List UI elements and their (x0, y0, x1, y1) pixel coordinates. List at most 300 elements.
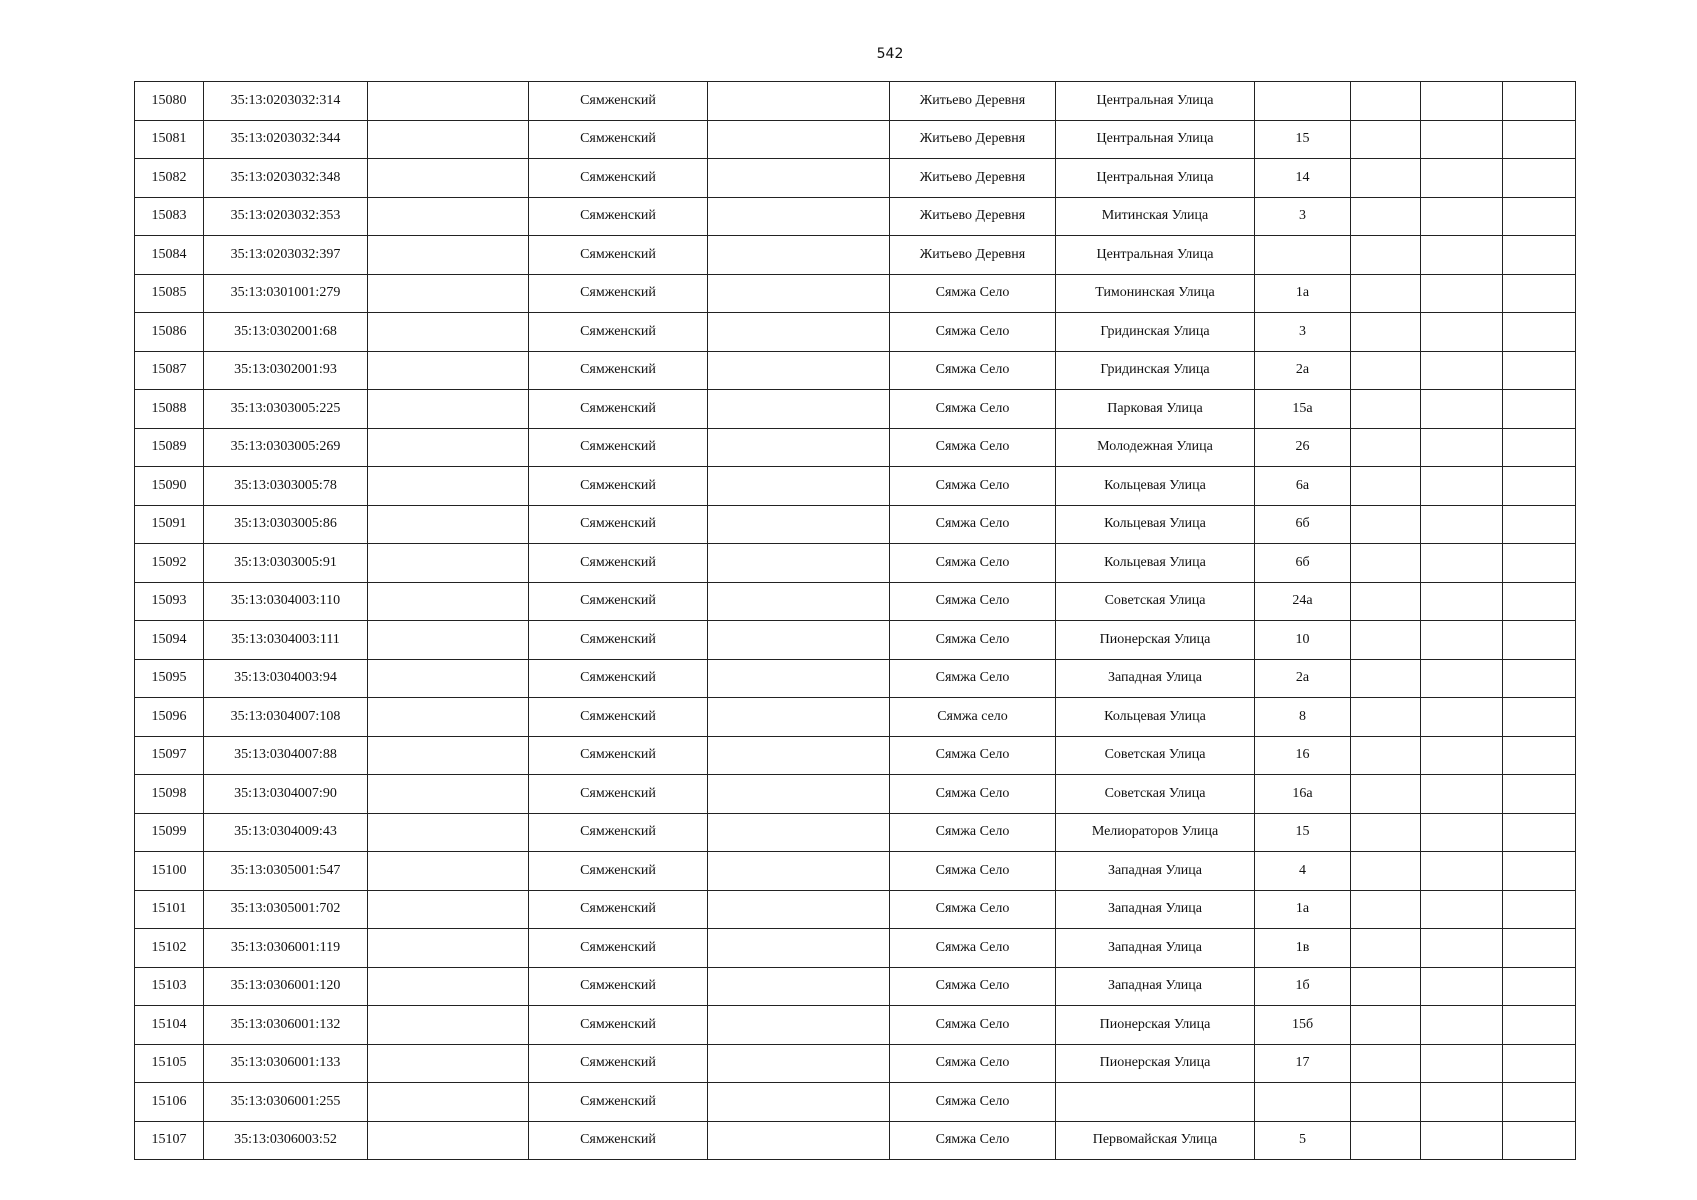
settlement-cell: Сямжа Село (890, 929, 1056, 968)
street-cell: Мелиораторов Улица (1056, 813, 1255, 852)
empty-cell (368, 159, 529, 198)
cadastral-number-cell: 35:13:0304007:108 (204, 698, 368, 737)
table-row (135, 197, 1576, 236)
empty-cell (1421, 659, 1503, 698)
table-row (135, 967, 1576, 1006)
settlement-cell: Сямжа Село (890, 852, 1056, 891)
empty-cell (1421, 274, 1503, 313)
street-cell: Гридинская Улица (1056, 351, 1255, 390)
row-number-cell: 15104 (135, 1006, 204, 1045)
empty-cell (1351, 813, 1421, 852)
row-number-cell: 15082 (135, 159, 204, 198)
empty-cell (1503, 621, 1576, 660)
street-cell: Западная Улица (1056, 967, 1255, 1006)
street-cell: Западная Улица (1056, 852, 1255, 891)
empty-cell (1503, 659, 1576, 698)
empty-cell (1503, 274, 1576, 313)
empty-cell (1351, 428, 1421, 467)
empty-cell (708, 544, 890, 583)
empty-cell (1421, 1006, 1503, 1045)
district-cell: Сямженский (529, 313, 708, 352)
house-cell: 15 (1255, 120, 1351, 159)
house-cell: 24а (1255, 582, 1351, 621)
cadastral-number-cell: 35:13:0304003:94 (204, 659, 368, 698)
row-number-cell: 15107 (135, 1121, 204, 1160)
house-cell (1255, 236, 1351, 275)
settlement-cell: Сямжа Село (890, 1083, 1056, 1122)
settlement-cell: Сямжа Село (890, 390, 1056, 429)
empty-cell (1503, 82, 1576, 121)
empty-cell (1503, 505, 1576, 544)
district-cell: Сямженский (529, 274, 708, 313)
house-cell: 15б (1255, 1006, 1351, 1045)
table-row (135, 582, 1576, 621)
empty-cell (368, 967, 529, 1006)
street-cell: Советская Улица (1056, 736, 1255, 775)
row-number-cell: 15081 (135, 120, 204, 159)
table-row (135, 428, 1576, 467)
empty-cell (368, 197, 529, 236)
house-cell: 2а (1255, 659, 1351, 698)
house-cell: 16 (1255, 736, 1351, 775)
row-number-cell: 15084 (135, 236, 204, 275)
empty-cell (1351, 967, 1421, 1006)
cadastral-number-cell: 35:13:0302001:68 (204, 313, 368, 352)
empty-cell (1421, 313, 1503, 352)
empty-cell (368, 890, 529, 929)
table-row (135, 852, 1576, 891)
street-cell: Пионерская Улица (1056, 1006, 1255, 1045)
street-cell: Центральная Улица (1056, 159, 1255, 198)
house-cell: 2а (1255, 351, 1351, 390)
house-cell (1255, 82, 1351, 121)
empty-cell (708, 1006, 890, 1045)
empty-cell (708, 582, 890, 621)
empty-cell (1503, 467, 1576, 506)
empty-cell (1421, 967, 1503, 1006)
cadastral-number-cell: 35:13:0203032:397 (204, 236, 368, 275)
district-cell: Сямженский (529, 813, 708, 852)
settlement-cell: Житьево Деревня (890, 197, 1056, 236)
empty-cell (1503, 313, 1576, 352)
house-cell: 16а (1255, 775, 1351, 814)
empty-cell (708, 428, 890, 467)
empty-cell (368, 852, 529, 891)
row-number-cell: 15099 (135, 813, 204, 852)
table-row (135, 159, 1576, 198)
settlement-cell: Сямжа Село (890, 659, 1056, 698)
district-cell: Сямженский (529, 505, 708, 544)
settlement-cell: Житьево Деревня (890, 82, 1056, 121)
empty-cell (708, 1083, 890, 1122)
empty-cell (1503, 929, 1576, 968)
empty-cell (368, 467, 529, 506)
district-cell: Сямженский (529, 236, 708, 275)
empty-cell (1503, 582, 1576, 621)
empty-cell (708, 621, 890, 660)
empty-cell (368, 1006, 529, 1045)
empty-cell (708, 813, 890, 852)
cadastral-number-cell: 35:13:0306001:119 (204, 929, 368, 968)
district-cell: Сямженский (529, 736, 708, 775)
empty-cell (1351, 467, 1421, 506)
empty-cell (1421, 698, 1503, 737)
empty-cell (1503, 852, 1576, 891)
empty-cell (368, 82, 529, 121)
house-cell: 6б (1255, 505, 1351, 544)
empty-cell (1421, 467, 1503, 506)
street-cell: Парковая Улица (1056, 390, 1255, 429)
house-cell: 8 (1255, 698, 1351, 737)
settlement-cell: Сямжа Село (890, 1044, 1056, 1083)
empty-cell (368, 1121, 529, 1160)
district-cell: Сямженский (529, 659, 708, 698)
cadastral-number-cell: 35:13:0303005:86 (204, 505, 368, 544)
house-cell: 3 (1255, 313, 1351, 352)
empty-cell (1421, 1044, 1503, 1083)
street-cell: Кольцевая Улица (1056, 505, 1255, 544)
table-row (135, 890, 1576, 929)
table-row (135, 505, 1576, 544)
empty-cell (708, 390, 890, 429)
house-cell: 15 (1255, 813, 1351, 852)
registry-table (134, 81, 1576, 1160)
house-cell: 1а (1255, 890, 1351, 929)
table-row (135, 775, 1576, 814)
empty-cell (708, 236, 890, 275)
settlement-cell: Сямжа Село (890, 582, 1056, 621)
empty-cell (1503, 1121, 1576, 1160)
settlement-cell: Сямжа Село (890, 544, 1056, 583)
empty-cell (1351, 775, 1421, 814)
empty-cell (1421, 390, 1503, 429)
district-cell: Сямженский (529, 775, 708, 814)
district-cell: Сямженский (529, 1044, 708, 1083)
empty-cell (368, 813, 529, 852)
row-number-cell: 15102 (135, 929, 204, 968)
cadastral-number-cell: 35:13:0306001:133 (204, 1044, 368, 1083)
empty-cell (368, 736, 529, 775)
row-number-cell: 15090 (135, 467, 204, 506)
house-cell: 6а (1255, 467, 1351, 506)
empty-cell (1503, 1044, 1576, 1083)
row-number-cell: 15100 (135, 852, 204, 891)
table-row (135, 659, 1576, 698)
row-number-cell: 15085 (135, 274, 204, 313)
empty-cell (1421, 236, 1503, 275)
empty-cell (1421, 159, 1503, 198)
district-cell: Сямженский (529, 351, 708, 390)
district-cell: Сямженский (529, 582, 708, 621)
empty-cell (1421, 929, 1503, 968)
empty-cell (1503, 236, 1576, 275)
empty-cell (368, 428, 529, 467)
empty-cell (1351, 852, 1421, 891)
empty-cell (1503, 775, 1576, 814)
cadastral-number-cell: 35:13:0203032:348 (204, 159, 368, 198)
empty-cell (1503, 967, 1576, 1006)
empty-cell (708, 929, 890, 968)
house-cell: 1а (1255, 274, 1351, 313)
street-cell: Центральная Улица (1056, 236, 1255, 275)
settlement-cell: Сямжа Село (890, 813, 1056, 852)
settlement-cell: Сямжа Село (890, 967, 1056, 1006)
row-number-cell: 15080 (135, 82, 204, 121)
street-cell: Западная Улица (1056, 890, 1255, 929)
row-number-cell: 15086 (135, 313, 204, 352)
cadastral-number-cell: 35:13:0203032:344 (204, 120, 368, 159)
cadastral-number-cell: 35:13:0306001:255 (204, 1083, 368, 1122)
empty-cell (368, 698, 529, 737)
street-cell: Первомайская Улица (1056, 1121, 1255, 1160)
district-cell: Сямженский (529, 929, 708, 968)
row-number-cell: 15094 (135, 621, 204, 660)
settlement-cell: Сямжа Село (890, 1121, 1056, 1160)
empty-cell (1421, 428, 1503, 467)
settlement-cell: Сямжа Село (890, 351, 1056, 390)
street-cell: Советская Улица (1056, 775, 1255, 814)
empty-cell (1503, 698, 1576, 737)
empty-cell (708, 967, 890, 1006)
cadastral-number-cell: 35:13:0304007:88 (204, 736, 368, 775)
row-number-cell: 15105 (135, 1044, 204, 1083)
empty-cell (1503, 390, 1576, 429)
row-number-cell: 15088 (135, 390, 204, 429)
empty-cell (1351, 544, 1421, 583)
cadastral-number-cell: 35:13:0303005:269 (204, 428, 368, 467)
table-row (135, 698, 1576, 737)
settlement-cell: Сямжа Село (890, 736, 1056, 775)
district-cell: Сямженский (529, 544, 708, 583)
settlement-cell: Сямжа Село (890, 428, 1056, 467)
empty-cell (708, 197, 890, 236)
empty-cell (1351, 890, 1421, 929)
empty-cell (1421, 775, 1503, 814)
empty-cell (1351, 621, 1421, 660)
house-cell: 14 (1255, 159, 1351, 198)
empty-cell (1503, 428, 1576, 467)
cadastral-number-cell: 35:13:0304007:90 (204, 775, 368, 814)
house-cell: 10 (1255, 621, 1351, 660)
table-row (135, 929, 1576, 968)
cadastral-number-cell: 35:13:0306001:132 (204, 1006, 368, 1045)
cadastral-number-cell: 35:13:0303005:91 (204, 544, 368, 583)
empty-cell (1351, 659, 1421, 698)
house-cell: 1б (1255, 967, 1351, 1006)
empty-cell (708, 159, 890, 198)
empty-cell (1421, 351, 1503, 390)
cadastral-number-cell: 35:13:0301001:279 (204, 274, 368, 313)
row-number-cell: 15092 (135, 544, 204, 583)
empty-cell (1351, 1006, 1421, 1045)
empty-cell (1503, 120, 1576, 159)
settlement-cell: Сямжа село (890, 698, 1056, 737)
empty-cell (368, 274, 529, 313)
house-cell: 4 (1255, 852, 1351, 891)
empty-cell (1351, 390, 1421, 429)
empty-cell (368, 775, 529, 814)
district-cell: Сямженский (529, 698, 708, 737)
district-cell: Сямженский (529, 467, 708, 506)
row-number-cell: 15087 (135, 351, 204, 390)
house-cell (1255, 1083, 1351, 1122)
table-row (135, 390, 1576, 429)
empty-cell (1503, 1006, 1576, 1045)
street-cell: Западная Улица (1056, 929, 1255, 968)
cadastral-number-cell: 35:13:0303005:78 (204, 467, 368, 506)
empty-cell (1351, 236, 1421, 275)
table-row (135, 274, 1576, 313)
empty-cell (1503, 544, 1576, 583)
row-number-cell: 15096 (135, 698, 204, 737)
empty-cell (1351, 313, 1421, 352)
empty-cell (708, 313, 890, 352)
settlement-cell: Сямжа Село (890, 467, 1056, 506)
district-cell: Сямженский (529, 197, 708, 236)
empty-cell (368, 659, 529, 698)
row-number-cell: 15098 (135, 775, 204, 814)
table-row (135, 813, 1576, 852)
house-cell: 26 (1255, 428, 1351, 467)
street-cell: Кольцевая Улица (1056, 467, 1255, 506)
empty-cell (1421, 505, 1503, 544)
empty-cell (1421, 120, 1503, 159)
street-cell: Пионерская Улица (1056, 621, 1255, 660)
empty-cell (1421, 582, 1503, 621)
empty-cell (1421, 82, 1503, 121)
house-cell: 6б (1255, 544, 1351, 583)
district-cell: Сямженский (529, 120, 708, 159)
cadastral-number-cell: 35:13:0203032:314 (204, 82, 368, 121)
empty-cell (1421, 197, 1503, 236)
empty-cell (1351, 159, 1421, 198)
street-cell: Молодежная Улица (1056, 428, 1255, 467)
empty-cell (708, 505, 890, 544)
empty-cell (368, 236, 529, 275)
street-cell: Центральная Улица (1056, 120, 1255, 159)
empty-cell (368, 505, 529, 544)
empty-cell (708, 852, 890, 891)
street-cell: Западная Улица (1056, 659, 1255, 698)
empty-cell (1503, 813, 1576, 852)
empty-cell (1421, 813, 1503, 852)
cadastral-number-cell: 35:13:0306001:120 (204, 967, 368, 1006)
district-cell: Сямженский (529, 852, 708, 891)
table-row (135, 1083, 1576, 1122)
table-row (135, 1006, 1576, 1045)
table-row (135, 544, 1576, 583)
table-row (135, 82, 1576, 121)
row-number-cell: 15103 (135, 967, 204, 1006)
empty-cell (368, 390, 529, 429)
settlement-cell: Житьево Деревня (890, 120, 1056, 159)
house-cell: 3 (1255, 197, 1351, 236)
settlement-cell: Сямжа Село (890, 274, 1056, 313)
table-row (135, 467, 1576, 506)
empty-cell (708, 82, 890, 121)
empty-cell (708, 467, 890, 506)
empty-cell (1351, 1083, 1421, 1122)
house-cell: 15а (1255, 390, 1351, 429)
empty-cell (368, 621, 529, 660)
cadastral-number-cell: 35:13:0203032:353 (204, 197, 368, 236)
table-row (135, 351, 1576, 390)
house-cell: 17 (1255, 1044, 1351, 1083)
empty-cell (368, 120, 529, 159)
empty-cell (708, 775, 890, 814)
empty-cell (1503, 890, 1576, 929)
empty-cell (1421, 890, 1503, 929)
empty-cell (1503, 1083, 1576, 1122)
cadastral-number-cell: 35:13:0305001:702 (204, 890, 368, 929)
empty-cell (708, 274, 890, 313)
empty-cell (368, 1083, 529, 1122)
district-cell: Сямженский (529, 159, 708, 198)
empty-cell (1351, 736, 1421, 775)
street-cell: Центральная Улица (1056, 82, 1255, 121)
settlement-cell: Сямжа Село (890, 775, 1056, 814)
empty-cell (1503, 197, 1576, 236)
row-number-cell: 15095 (135, 659, 204, 698)
street-cell: Тимонинская Улица (1056, 274, 1255, 313)
row-number-cell: 15089 (135, 428, 204, 467)
empty-cell (708, 1044, 890, 1083)
street-cell: Пионерская Улица (1056, 1044, 1255, 1083)
table-row (135, 120, 1576, 159)
empty-cell (1351, 1044, 1421, 1083)
settlement-cell: Сямжа Село (890, 890, 1056, 929)
empty-cell (1351, 82, 1421, 121)
table-row (135, 1121, 1576, 1160)
district-cell: Сямженский (529, 890, 708, 929)
empty-cell (1351, 120, 1421, 159)
table-row (135, 313, 1576, 352)
empty-cell (1351, 582, 1421, 621)
district-cell: Сямженский (529, 1083, 708, 1122)
empty-cell (708, 736, 890, 775)
empty-cell (708, 698, 890, 737)
row-number-cell: 15097 (135, 736, 204, 775)
table-row (135, 236, 1576, 275)
street-cell: Гридинская Улица (1056, 313, 1255, 352)
registry-body (135, 82, 1576, 1160)
empty-cell (368, 351, 529, 390)
empty-cell (1351, 351, 1421, 390)
house-cell: 5 (1255, 1121, 1351, 1160)
district-cell: Сямженский (529, 1006, 708, 1045)
empty-cell (708, 890, 890, 929)
empty-cell (368, 313, 529, 352)
empty-cell (1351, 274, 1421, 313)
empty-cell (368, 544, 529, 583)
row-number-cell: 15101 (135, 890, 204, 929)
house-cell: 1в (1255, 929, 1351, 968)
street-cell: Кольцевая Улица (1056, 698, 1255, 737)
page-number: 542 (876, 46, 904, 62)
cadastral-number-cell: 35:13:0303005:225 (204, 390, 368, 429)
table-row (135, 621, 1576, 660)
empty-cell (368, 582, 529, 621)
district-cell: Сямженский (529, 390, 708, 429)
street-cell: Кольцевая Улица (1056, 544, 1255, 583)
settlement-cell: Житьево Деревня (890, 236, 1056, 275)
cadastral-number-cell: 35:13:0304003:110 (204, 582, 368, 621)
empty-cell (1351, 505, 1421, 544)
empty-cell (1351, 929, 1421, 968)
row-number-cell: 15106 (135, 1083, 204, 1122)
empty-cell (1503, 736, 1576, 775)
empty-cell (708, 659, 890, 698)
